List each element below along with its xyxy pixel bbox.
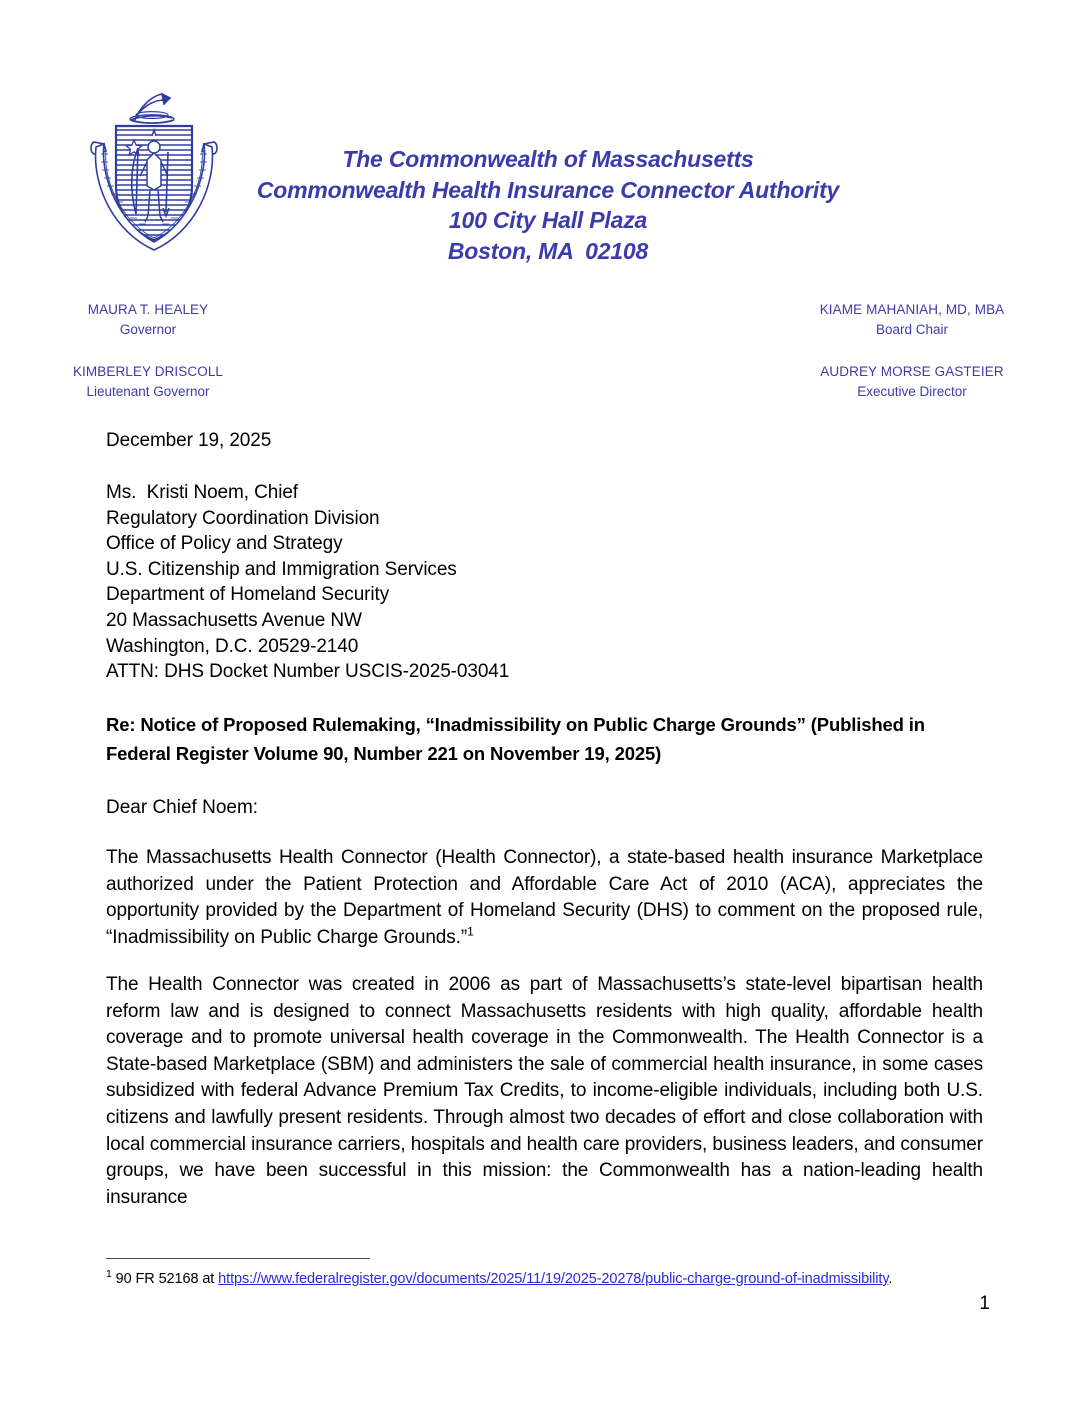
- subject-line: Re: Notice of Proposed Rulemaking, “Inadmissibility on Public Charge Grounds” (Published in Federal Register Volume 90, Number 221 on November 19, 2025): [106, 714, 925, 764]
- footnote-1: [106, 1269, 983, 1289]
- recipient-line-city-state-zip: Washington, D.C. 20529-2140: [106, 635, 359, 657]
- footnote-separator-rule: [106, 1258, 370, 1259]
- official-governor: [8, 300, 288, 339]
- recipient-line-street: 20 Massachusetts Avenue NW: [106, 609, 362, 631]
- footnote-area: [106, 1258, 983, 1289]
- official-lieutenant-governor: [8, 362, 288, 401]
- organization-heading: [248, 144, 848, 266]
- recipient-address-block: [106, 480, 509, 685]
- recipient-line-department: Department of Homeland Security: [106, 584, 390, 606]
- footnote-url-link[interactable]: https://www.federalregister.gov/documents/2025/11/19/2025-20278/public-charge-ground-of-inadmissibility: [218, 1271, 889, 1287]
- officials-block: [0, 300, 1088, 400]
- official-name: KIAME MAHANIAH, MD, MBA: [819, 302, 1005, 317]
- footnote-suffix: .: [888, 1271, 893, 1287]
- official-name: KIMBERLEY DRISCOLL: [72, 364, 224, 379]
- massachusetts-state-seal-icon: [86, 90, 222, 258]
- org-line-street: 100 City Hall Plaza: [448, 207, 648, 233]
- letter-date: December 19, 2025: [106, 430, 272, 451]
- recipient-line-agency: U.S. Citizenship and Immigration Services: [106, 558, 457, 580]
- official-board-chair: [772, 300, 1052, 339]
- official-name: AUDREY MORSE GASTEIER: [820, 364, 1004, 379]
- officials-column-right: [772, 300, 1052, 424]
- official-title: Executive Director: [857, 383, 967, 399]
- recipient-line-division: Regulatory Coordination Division: [106, 507, 380, 529]
- org-line-commonwealth: The Commonwealth of Massachusetts: [342, 146, 754, 172]
- page-number: 1: [979, 1293, 990, 1314]
- footnote-reference-1[interactable]: 1: [467, 924, 474, 939]
- body-paragraph-1: [106, 845, 983, 951]
- org-line-authority: Commonwealth Health Insurance Connector Authority: [256, 176, 840, 203]
- official-title: Lieutenant Governor: [86, 383, 210, 399]
- org-line-city-state-zip: Boston, MA 02108: [447, 237, 649, 264]
- recipient-line-office: Office of Policy and Strategy: [106, 533, 343, 555]
- official-title: Governor: [119, 321, 177, 337]
- official-executive-director: [772, 362, 1052, 401]
- footnote-marker: 1: [106, 1268, 112, 1281]
- recipient-line-name: Ms. Kristi Noem, Chief: [106, 482, 298, 503]
- official-title: Board Chair: [875, 321, 949, 337]
- paragraph-1-text: The Massachusetts Health Connector (Health Connector), a state-based health insurance Marketplace authorized under the Patient Protection and Affordable Care Act of 2010 (ACA), appreciates the opportunity provided by the Department of Homeland Security (DHS) to comment on the proposed rule, “Inadmissibility on Public Charge Grounds.”: [106, 847, 983, 948]
- salutation: Dear Chief Noem:: [106, 797, 259, 818]
- body-paragraph-2: The Health Connector was created in 2006 as part of Massachusetts’s state-level bipartisan health reform law and is designed to connect Massachusetts residents with high quality, affordable health coverage and to promote universal health coverage in the Commonwealth. The Health Connector is a State-based Marketplace (SBM) and administers the sale of commercial health insurance, in some cases subsidized with federal Advance Premium Tax Credits, to income-eligible individuals, including both U.S. citizens and lawfully present residents. Through almost two decades of effort and close collaboration with local commercial insurance carriers, hospitals and health care providers, business leaders, and consumer groups, we have been successful in this mission: the Commonwealth has a nation-leading health insurance: [106, 974, 983, 1208]
- official-name: MAURA T. HEALEY: [87, 302, 209, 317]
- letterhead: [0, 88, 1088, 273]
- footnote-prefix: 90 FR 52168 at: [111, 1271, 219, 1287]
- officials-column-left: [8, 300, 288, 424]
- recipient-line-attn-docket: ATTN: DHS Docket Number USCIS-2025-03041: [106, 661, 510, 683]
